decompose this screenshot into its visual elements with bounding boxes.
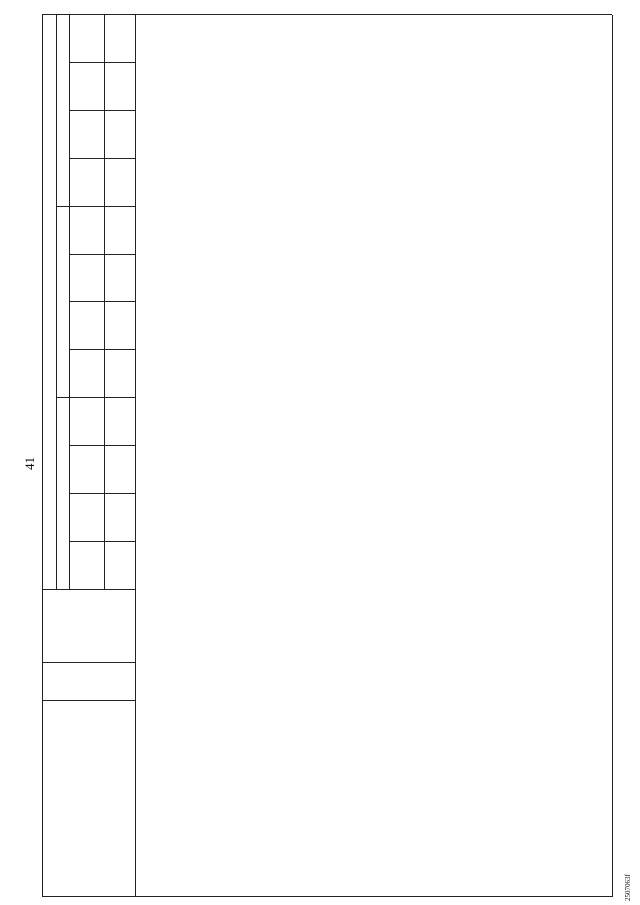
- grid-line: [42, 662, 135, 663]
- grid-line: [56, 15, 57, 590]
- grid-line: [135, 896, 612, 897]
- header-bottom-border: [135, 15, 136, 897]
- grid-line: [69, 254, 135, 255]
- grid-line: [56, 206, 135, 207]
- grid-line: [56, 397, 135, 398]
- grid-line: [69, 15, 70, 590]
- page-number: 41: [22, 457, 37, 470]
- grid-line: [42, 896, 135, 897]
- grid-line: [42, 700, 135, 701]
- grid-line: [69, 302, 135, 303]
- grid-line: [69, 541, 135, 542]
- grid-line: [69, 110, 135, 111]
- table-bottom-border: [612, 15, 613, 897]
- grid-line: [104, 15, 105, 590]
- document-code: 2507063f: [624, 874, 632, 901]
- grid-line: [69, 349, 135, 350]
- grid-line: [69, 445, 135, 446]
- grid-line: [69, 158, 135, 159]
- table-top-border: [42, 15, 43, 897]
- grid-line: [69, 62, 135, 63]
- grid-line: [135, 14, 612, 15]
- grid-line: [69, 493, 135, 494]
